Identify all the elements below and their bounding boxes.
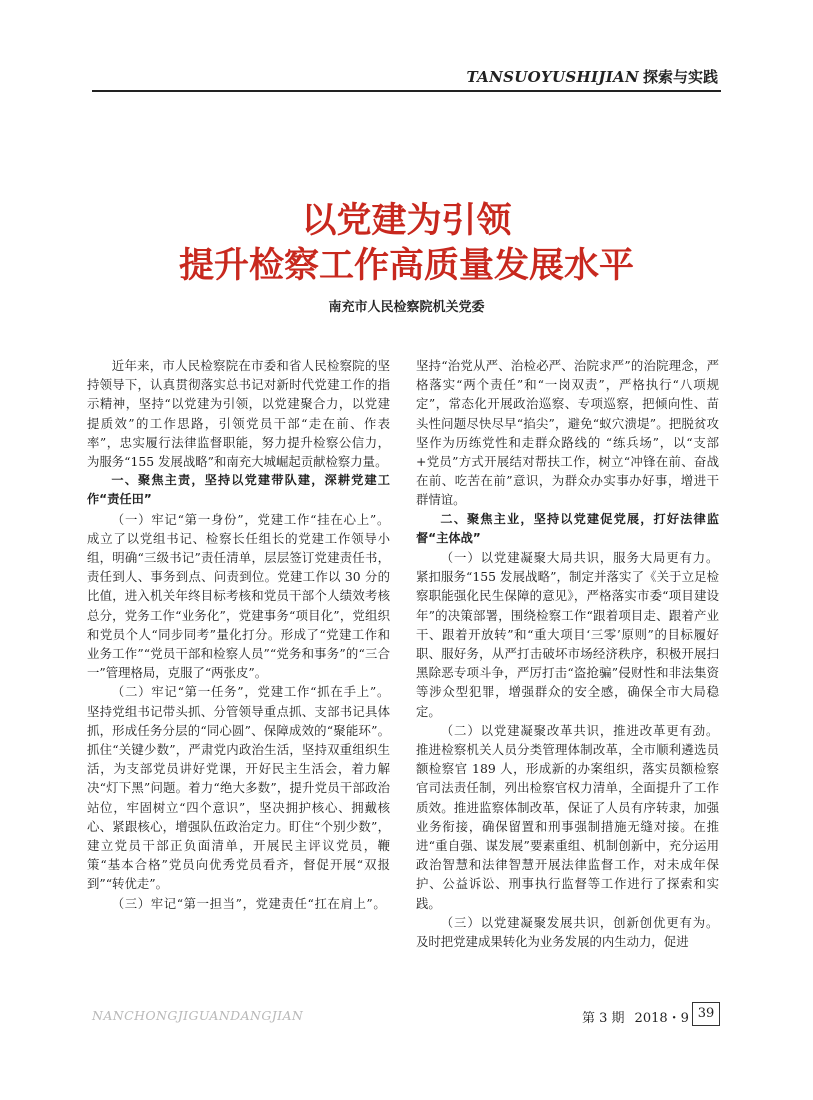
section-label xyxy=(467,66,718,87)
section-heading-1: 一、聚焦主责，坚持以党建带队建，深耕党建工作“责任田” xyxy=(87,473,390,507)
article-title xyxy=(0,198,813,288)
page-number: 39 xyxy=(692,1002,720,1026)
paragraph-1-3-continued: 坚持“治党从严、治检必严、治院求严”的治院理念，严格落实“两个责任”和“一岗双责”，严格执行“八项规定”，常态化开展政治巡察、专项巡察，把倾向性、苗头性问题尽快尽早“掐尖”，避免“蚁穴溃堤”。把脱贫攻坚作为历练党性和走群众路线的 “练兵场”，以“支部+党员”方式开展结对帮扶工作，树立“冲锋在前、奋战在前、吃苦在前”意识，为群众办实事办好事，增进干群情谊。 xyxy=(416,358,719,508)
paragraph-2-2 xyxy=(416,721,719,913)
paragraph-2-2-body: 推进检察机关人员分类管理体制改革，全市顺利遴选员额检察官 189 人，形成新的办案组织，落实员额检察官司法责任制，列出检察官权力清单，全面提升了工作质效。推进监察体制改革，保证了人员有序转隶，加强业务衔接，确保留置和刑事强制措施无缝对接。在推进“重自强、谋发展”要素重组、机制创新中，充分运用政治智慧和法律智慧开展法律监督工作，对未成年保护、公益诉讼、刑事执行监督等工作进行了探索和实践。 xyxy=(416,742,719,911)
issue-date: 2018・9 xyxy=(634,1011,689,1026)
paragraph-2-3 xyxy=(416,913,719,951)
paragraph-1-2 xyxy=(87,682,390,893)
issue-number: 第 3 期 xyxy=(582,1011,625,1026)
paragraph-2-3-body: 及时把党建成果转化为业务发展的内生动力，促进 xyxy=(416,934,689,950)
title-line-1: 以党建为引领 xyxy=(301,200,512,241)
title-line-2: 提升检察工作高质量发展水平 xyxy=(178,245,634,286)
paragraph-1-2-lead: （二）牢记“第一任务”，党建工作“抓在手上”。 xyxy=(111,684,390,700)
paragraph-1-3-lead: （三）牢记“第一担当”，党建责任“扛在肩上”。 xyxy=(111,895,387,911)
paragraph-1-2-body: 坚持党组书记带头抓、分管领导重点抓、支部书记具体抓，形成任务分层的“同心圆”、保障成效的“聚能环”。抓住“关键少数”，严肃党内政治生活，坚持双重组织生活，为支部党员讲好党课，开好民主生活会，着力解决“灯下黑”问题。着力“绝大多数”，提升党员干部政治站位，牢固树立“四个意识”，坚决拥护核心、拥戴核心、紧跟核心，增强队伍政治定力。盯住“个别少数”，建立党员干部正负面清单，开展民主评议党员，鞭策“基本合格”党员向优秀党员看齐，督促开展“双报到”“转优走”。 xyxy=(87,703,390,892)
issue-info xyxy=(582,1007,689,1026)
paragraph-2-2-lead: （二）以党建凝聚改革共识，推进改革更有劲。 xyxy=(440,722,719,738)
header-rule xyxy=(92,90,721,92)
section-label-chinese: 探索与实践 xyxy=(642,68,718,86)
paragraph-1-3 xyxy=(87,894,390,913)
paragraph-1-1-body: 成立了以党组书记、检察长任组长的党建工作领导小组，明确“三级书记”责任清单，层层签订党建责任书，责任到人、事务到点、问责到位。党建工作以 30 分的比值，进入机关年终目标考核和党员干部个人绩效考核总分，党务工作“业务化”，党建事务“项目化”，党组织和党员个人“同步同考”量化打分。形成了“党建工作和业务工作”“党员干部和检察人员”“党务和事务”的“三合一”管理格局，克服了“两张皮”。 xyxy=(87,530,390,681)
section-label-pinyin: TANSUOYUSHIJIAN xyxy=(466,68,639,86)
right-column xyxy=(416,356,719,951)
paragraph-1-1-lead: （一）牢记“第一身份”，党建工作“挂在心上”。 xyxy=(111,511,390,527)
paragraph-2-1 xyxy=(416,548,719,721)
paragraph-2-1-body: 紧扣服务“155 发展战略”，制定并落实了《关于立足检察职能强化民生保障的意见》，严格落实市委“项目建设年”的决策部署，围绕检察工作“跟着项目走、跟着产业干、跟着开放转”和“重大项目‘三零’原则”的目标履好职、服好务，从严打击破坏市场经济秩序，积极开展扫黑除恶专项斗争，严厉打击“盗抢骗”侵财性和非法集资等涉众型犯罪，增强群众的安全感，确保全市大局稳定。 xyxy=(416,569,719,719)
running-footer xyxy=(0,996,813,1036)
section-heading-2: 二、聚焦主业，坚持以党建促党展，打好法律监督“主体战” xyxy=(416,511,719,545)
paragraph-2-1-lead: （一）以党建凝聚大局共识，服务大局更有力。 xyxy=(440,550,719,566)
running-header xyxy=(0,60,813,96)
paragraph-2-3-lead: （三）以党建凝聚发展共识，创新创优更有为。 xyxy=(440,914,719,930)
journal-name-pinyin: NANCHONGJIGUANDANGJIAN xyxy=(92,1008,304,1023)
article-author: 南充市人民检察院机关党委 xyxy=(328,300,485,315)
paragraph-1-1 xyxy=(87,510,390,683)
intro-paragraph: 近年来，市人民检察院在市委和省人民检察院的坚持领导下，认真贯彻落实总书记对新时代党建工作的指示精神，坚持“以党建为引领，以党建聚合力，以党建提质效”的工作思路，引领党员干部“走在前、作表率”，忠实履行法律监督职能，努力提升检察公信力，为服务“155 发展战略”和南充大城崛起贡献检察力量。 xyxy=(87,358,390,470)
left-column xyxy=(87,356,390,913)
